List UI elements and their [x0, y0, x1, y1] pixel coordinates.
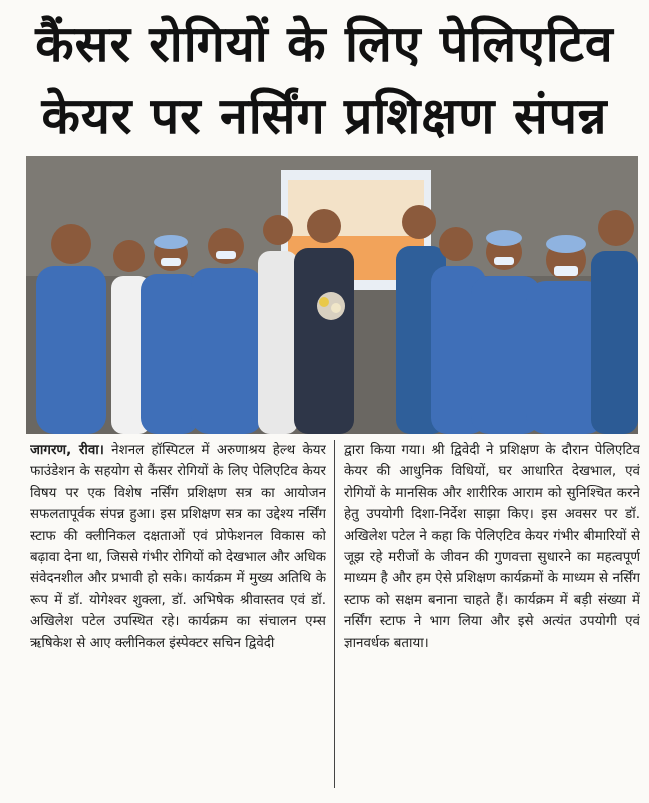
news-photo — [26, 156, 638, 434]
headline-line-2: केयर पर नर्सिंग प्रशिक्षण संपन्न — [41, 87, 608, 145]
article-column-2 — [344, 440, 640, 796]
column-divider — [334, 440, 335, 788]
column-1-text: नेशनल हॉस्पिटल में अरुणाश्रय हेल्थ केयर फाउंडेशन के सहयोग से कैंसर रोगियों के लिए पेलिएटिव केयर विषय पर एक विशेष नर्सिंग प्रशिक्षण सत्र का आयोजन सफलतापूर्वक संपन्न हुआ। इस प्रशिक्षण सत्र का उद्देश्य नर्सिंग स्टाफ की क्लीनिकल दक्षताओं एवं प्रोफेशनल विकास को बढ़ावा देना था, जिससे गंभीर रोगियों को देखभाल और अधिक संवेदनशील और प्रभावी हो सके। कार्यक्रम में मुख्य अतिथि के रूप में डॉ. योगेश्वर शुक्ला, डॉ. अभिषेक श्रीवास्तव एवं डॉ. अखिलेश पटेल उपस्थित रहे। कार्यक्रम का संचालन एम्स ऋषिकेश से आए क्लीनिकल इंस्पेक्टर सचिन द्विवेदी — [30, 443, 326, 651]
article-column-1 — [30, 440, 326, 796]
group-photo-illustration — [26, 156, 638, 434]
article-body — [26, 440, 638, 796]
headline — [8, 8, 641, 158]
column-2-text: द्वारा किया गया। श्री द्विवेदी ने प्रशिक्षण के दौरान पेलिएटिव केयर की आधुनिक विधियों, घर आधारित देखभाल, एवं रोगियों के मानसिक और शारीरिक आराम को सुनिश्चित करने हेतु उपयोगी दिशा-निर्देश साझा किए। इस अवसर पर डॉ. अखिलेश पटेल ने कहा कि पेलिएटिव केयर गंभीर बीमारियों से जूझ रहे मरीजों के जीवन की गुणवत्ता सुधारने का महत्वपूर्ण माध्यम है और हम ऐसे प्रशिक्षण कार्यक्रमों के माध्यम से नर्सिंग स्टाफ को सक्षम बनाना चाहते हैं। कार्यक्रम में बड़ी संख्या में नर्सिंग स्टाफ ने भाग लिया और इसे अत्यंत उपयोगी एवं ज्ञानवर्धक बताया। — [344, 443, 640, 651]
headline-line-1: कैंसर रोगियों के लिए पेलिएटिव — [35, 15, 614, 73]
dateline: जागरण, रीवा। — [30, 443, 104, 458]
